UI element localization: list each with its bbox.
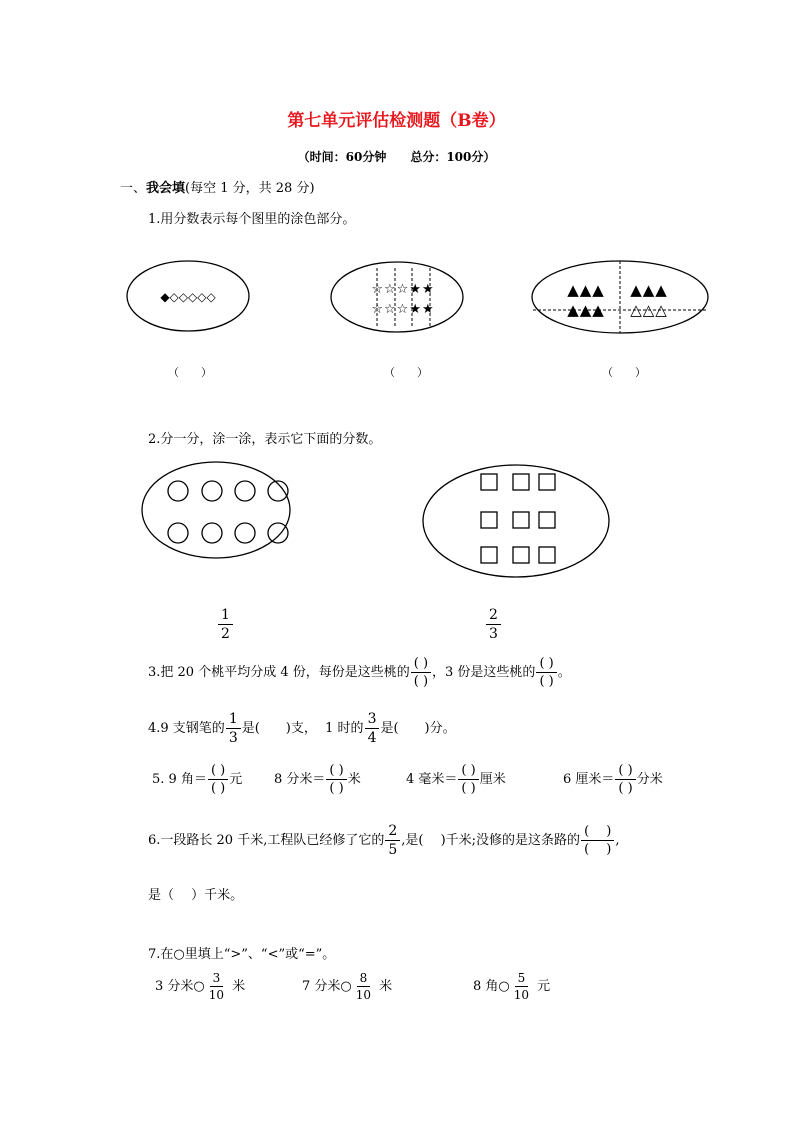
- q4-text-b[interactable]: 是( )支，: [241, 721, 317, 736]
- q2-text: 2.分一分，涂一涂，表示它下面的分数。: [148, 432, 382, 447]
- page-title: 第七单元评估检测题（B卷）: [287, 111, 506, 131]
- q2-figures: [0, 460, 793, 590]
- q5-item-2-pre: 8 分米＝: [274, 772, 326, 787]
- q3-line: [148, 657, 571, 688]
- fraction-numerator: 8: [357, 972, 371, 987]
- q6-text-a: 6.一段路长 20 千米,工程队已经修了它的: [148, 833, 385, 848]
- q4-line: [148, 712, 456, 745]
- q7-item-1[interactable]: [155, 972, 245, 1001]
- fraction-numerator: 2: [486, 608, 501, 625]
- q1-figure2-row2: ☆☆☆★★: [371, 302, 435, 317]
- q1-answer-2[interactable]: （ ）: [384, 366, 428, 379]
- q5-item-4: [563, 764, 663, 795]
- q3-text-b: ，3 份是这些桃的: [432, 665, 536, 680]
- q4-text-c: 1 时的: [325, 721, 364, 736]
- section-1-label: 一、: [120, 181, 147, 196]
- q5-item-2-blank-num[interactable]: ( ): [326, 764, 346, 780]
- fraction-denominator: 3: [489, 626, 498, 642]
- q7-item-3[interactable]: [473, 972, 550, 1001]
- q3-blank-den-2[interactable]: ( ): [539, 674, 554, 689]
- q5-item-2-blank-den[interactable]: ( ): [329, 781, 344, 796]
- q5-item-3-pre: 4 毫米＝: [406, 772, 458, 787]
- q6-text-c: ,: [615, 833, 620, 848]
- q1-figure1-diamonds: ◆◇◇◇◇◇: [160, 290, 216, 304]
- fraction-numerator: 2: [385, 824, 400, 841]
- q5-item-1: [152, 764, 242, 795]
- q5-item-3-blank-num[interactable]: ( ): [458, 764, 478, 780]
- fraction-denominator: 5: [388, 842, 398, 858]
- q5-item-3: [406, 764, 506, 795]
- q5-item-1-blank-den[interactable]: ( ): [210, 781, 226, 796]
- q1-figure2-ellipse: [331, 262, 463, 332]
- q3-blank-den-1[interactable]: ( ): [413, 674, 429, 689]
- page-subtitle: （时间：60分钟 总分：100分）: [297, 150, 496, 164]
- q5-item-3-post: 厘米: [479, 772, 506, 787]
- q6-line-2[interactable]: 是（ ）千米。: [148, 888, 244, 903]
- q7-text: 7.在○里填上“>”、“<”或“=”。: [148, 947, 336, 962]
- q5-item-4-blank-den[interactable]: ( ): [618, 781, 633, 796]
- q1-figure2-row1: ☆☆☆★★: [371, 282, 435, 297]
- q7-item-1-post: 米: [232, 979, 246, 994]
- fraction-numerator: 3: [210, 972, 224, 987]
- fraction-numerator: 1: [226, 712, 241, 729]
- q2-circles: [168, 481, 288, 543]
- q1-answer-3[interactable]: （ ）: [602, 366, 646, 379]
- section-1-note: (每空 1 分，共 28 分): [185, 181, 315, 196]
- q3-blank-num-1[interactable]: ( ): [411, 657, 431, 673]
- fraction-denominator: 10: [355, 988, 372, 1002]
- q4-text-d[interactable]: 是( )分。: [380, 721, 456, 736]
- q2-figure1-ellipse: [142, 462, 290, 558]
- q1-figures: [0, 250, 793, 350]
- section-1-heading: 我会填: [146, 181, 186, 196]
- q2-squares: [481, 474, 555, 563]
- q6-blank-num[interactable]: ( ): [581, 825, 614, 841]
- fraction-denominator: 10: [208, 988, 225, 1002]
- fraction-denominator: 3: [228, 730, 238, 746]
- q1-answer-1[interactable]: （ ）: [168, 366, 212, 379]
- q5-item-3-blank-den[interactable]: ( ): [461, 781, 476, 796]
- q3-text-a: 3.把 20 个桃平均分成 4 份，每份是这些桃的: [148, 665, 410, 680]
- q7-item-2[interactable]: [302, 972, 392, 1001]
- q1-figure3-bottom-right: △△△: [630, 301, 668, 319]
- fraction-denominator: 4: [367, 730, 377, 746]
- q5-item-1-post: 元: [229, 772, 243, 787]
- q6-text-b[interactable]: ,是( )千米;没修的是这条路的: [401, 833, 581, 848]
- q1-figure3-top-right: ▲▲▲: [630, 281, 668, 299]
- fraction-denominator: 10: [513, 988, 530, 1002]
- q2-fraction-2: [485, 608, 502, 641]
- fraction-numerator: 5: [515, 972, 529, 987]
- fraction-numerator: 1: [218, 608, 233, 625]
- q7-item-2-post: 米: [379, 979, 393, 994]
- q1-figure3-top-left: ▲▲▲: [567, 281, 605, 299]
- q1-figure3-bottom-left: ▲▲▲: [567, 301, 605, 319]
- q4-text-a: 4.9 支钢笔的: [148, 721, 225, 736]
- q7-item-3-pre[interactable]: 8 角○: [473, 979, 510, 994]
- q6-blank-den[interactable]: ( ): [584, 842, 612, 857]
- q3-text-c: 。: [557, 665, 571, 680]
- q3-blank-num-2[interactable]: ( ): [536, 657, 556, 673]
- q6-line-1: [148, 824, 619, 857]
- fraction-denominator: 2: [221, 626, 230, 642]
- q5-item-2: [274, 764, 361, 795]
- q7-item-1-pre[interactable]: 3 分米○: [155, 979, 205, 994]
- q5-item-4-pre: 6 厘米＝: [563, 772, 615, 787]
- q5-item-4-blank-num[interactable]: ( ): [615, 764, 635, 780]
- q5-item-1-pre: 5. 9 角＝: [152, 772, 207, 787]
- q1-figure2-dividers: [377, 268, 430, 328]
- q7-item-3-post: 元: [537, 979, 551, 994]
- section-1-header: [120, 177, 315, 196]
- q7-item-2-pre[interactable]: 7 分米○: [302, 979, 352, 994]
- q5-item-4-post: 分米: [636, 772, 663, 787]
- q5-item-2-post: 米: [347, 772, 361, 787]
- q2-figure2-ellipse: [423, 465, 609, 577]
- q2-fraction-1: [217, 608, 234, 641]
- q1-text: 1.用分数表示每个图里的涂色部分。: [148, 212, 356, 227]
- q5-item-1-blank-num[interactable]: ( ): [208, 764, 228, 780]
- fraction-numerator: 3: [365, 712, 380, 729]
